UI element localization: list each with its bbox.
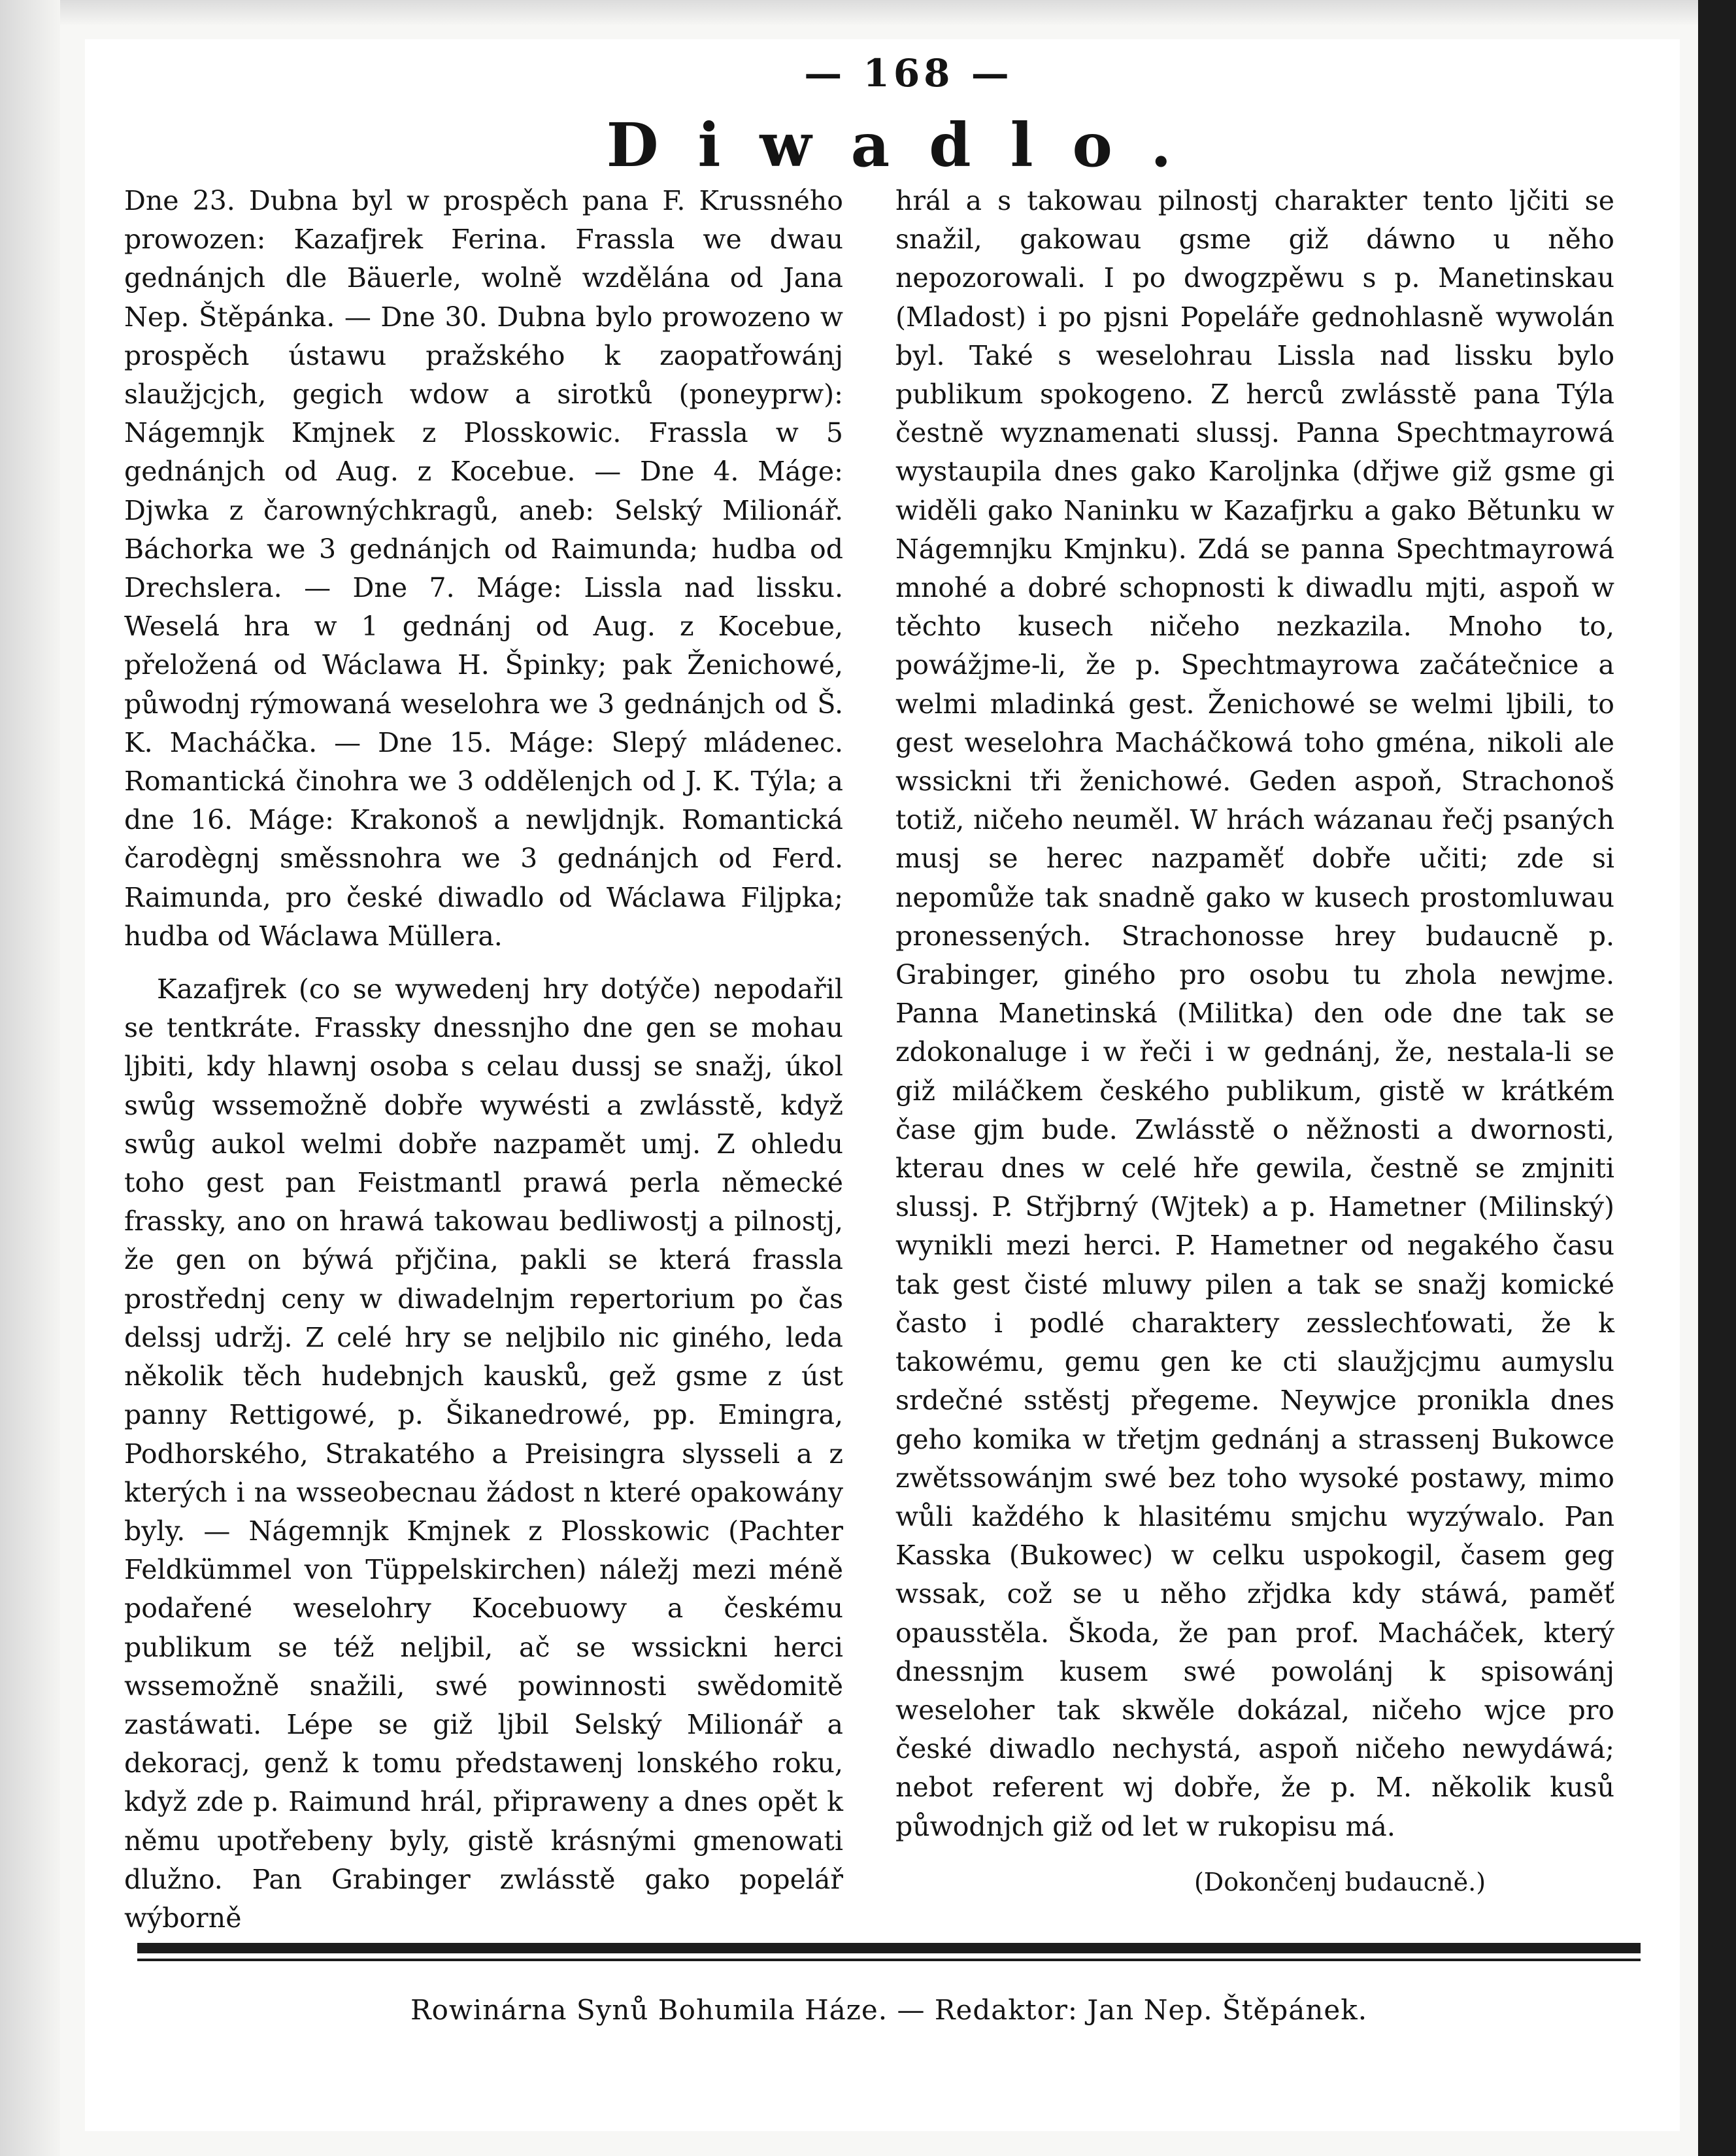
continuation-note: (Dokončenj budaucně.) bbox=[1194, 1867, 1486, 1896]
newspaper-page bbox=[85, 39, 1680, 2131]
right-paragraph-review: hrál a s takowau pilnostj charakter tento ljčiti se snažil, gakowau gsme giž dáwno u něho nepozorowali. I po dwogzpěwu s p. Manetinskau (Mladost) i po pjsni Popeláře gednohlasně wywolán byl. Také s weselohrau Lissla nad lissku bylo publikum spokogeno. Z herců zwlásstě pana Týla čestně wyznamenati slussj. Panna Spechtmayrowá wystaupila dnes gako Karoljnka (dřjwe giž gsme gi widěli gako Naninku w Kazafjrku a gako Bětunku w Nágemnjku Kmjnku). Zdá se panna Spechtmayrowá mnohé a dobré schopnosti k diwadlu mjti, aspoň w těchto kusech ničeho nezkazila. Mnoho to, powážjme-li, že p. Spechtmayrowa začátečnice a welmi mladinká gest. Ženichowé se welmi ljbili, to gest weselohra Macháčkowá toho gména, nikoli ale wssickni tři ženichowé. Geden aspoň, Strachonoš totiž, ničeho neuměl. W hrách wázanau řečj psaných musj se herec nazpaměť dobře učiti; zde si nepomůže tak snadně gako w kusech prostomluwau pronessených. Strachonosse hrey budaucně p. Grabinger, giného pro osobu tu zhola newjme. Panna Manetinská (Militka) den ode dne tak se zdokonaluge i w řeči i w gednánj, že, nestala-li se giž miláčkem českého publikum, gistě w krátkém čase gjm bude. Zwlásstě o něžnosti a dwornosti, kterau dnes w celé hře gewila, čestně se zmjniti slussj. P. Střjbrný (Wjtek) a p. Hametner (Milinský) wynikli mezi herci. P. Hametner od negakého času tak gest čisté mluwy pilen a tak se snažj komické často i podlé charaktery zesslechťowati, že k takowému, gemu gen ke cti slaužjcjmu aumyslu srdečné sstěstj přegeme. Neywjce pronikla dnes geho komika w třetjm gednánj a strassenj Bukowce zwětssowánjm swé bez toho wysoké postawy, mimo wůli každého k hlasitému smjchu wyzýwalo. Pan Kasska (Bukowec) w celku uspokogil, časem geg wssak, což se u něho zřjdka kdy stáwá, paměť opausstěla. Škoda, že pan prof. Macháček, který dnessnjm kusem swé powolánj k spisowánj weseloher tak skwěle dokázal, ničeho wjce pro české diwadlo nechystá, aspoň ničeho newydáwá; nebot referent wj dobře, že p. M. několik kusů půwodnjch giž od let w rukopisu má. bbox=[895, 185, 1614, 1842]
right-column bbox=[895, 182, 1614, 1902]
left-binding-shadow bbox=[0, 0, 60, 2156]
top-shadow bbox=[0, 0, 1736, 26]
printer-imprint: Rowinárna Synů Bohumila Háze. — Redaktor: Jan Nep. Štěpánek. bbox=[410, 1994, 1368, 2026]
left-column bbox=[124, 182, 843, 1952]
left-paragraph-review: Kazafjrek (co se wywedenj hry dotýče) nepodařil se tentkráte. Frassky dnessnjho dne gen se mohau ljbiti, kdy hlawnj osoba s celau dussj se snažj, úkol swůg wssemožně dobře wywésti a zwlásstě, když swůg aukol welmi dobře nazpamět umj. Z ohledu toho gest pan Feistmantl prawá perla německé frassky, ano on hrawá takowau bedliwostj a pilnostj, že gen on býwá přjčina, pakli se která frassla prostřednj ceny w diwadelnjm repertorium po čas delssj udržj. Z celé hry se neljbilo nic giného, leda několik těch hudebnjch kausků, gež gsme z úst panny Rettigowé, p. Šikanedrowé, pp. Emingra, Podhorského, Strakatého a Preisingra slysseli a z kterých i na wsseobecnau žádost n které opakowány byly. — Nágemnjk Kmjnek z Plosskowic (Pachter Feldkümmel von Tüppelskirchen) náležj mezi méně podařené weselohry Kocebuowy a českému publikum se též neljbil, ač se wssickni herci wssemožně snažili, swé powinnosti swědomitě zastáwati. Lépe se giž ljbil Selský Milionář a dekoracj, genž k tomu předstawenj lonského roku, když zde p. Raimund hrál, připraweny a dnes opět k němu upotřebeny byly, gistě krásnými gmenowati dlužno. Pan Grabinger zwlásstě gako popelář wýborně bbox=[124, 973, 843, 1934]
right-scan-edge bbox=[1698, 0, 1736, 2156]
page-number: — 168 — bbox=[804, 51, 1013, 95]
footer-rule-thick bbox=[137, 1943, 1641, 1953]
footer-rule-thin bbox=[137, 1959, 1641, 1961]
left-paragraph-performances: Dne 23. Dubna byl w prospěch pana F. Krussného prowozen: Kazafjrek Ferina. Frassla we dwau gednánjch dle Bäuerle, wolně wzdělána od Jana Nep. Štěpánka. — Dne 30. Dubna bylo prowozeno w prospěch ústawu pražského k zaopatřowánj slaužjcjch, gegich wdow a sirotků (poneyprw): Nágemnjk Kmjnek z Plosskowic. Frassla w 5 gednánjch od Aug. z Kocebue. — Dne 4. Máge: Djwka z čarownýchkragů, aneb: Selský Milionář. Báchorka we 3 gednánjch od Raimunda; hudba od Drechslera. — Dne 7. Máge: Lissla nad lissku. Weselá hra w 1 gednánj od Aug. z Kocebue, přeložená od Wáclawa H. Špinky; pak Ženichowé, půwodnj rýmowaná weselohra we 3 gednánjch od Š. K. Macháčka. — Dne 15. Máge: Slepý mládenec. Romantická činohra we 3 oddělenjch od J. K. Týla; a dne 16. Máge: Krakonoš a newljdnjk. Romantická čarodègnj směssnohra we 3 gednánjch od Ferd. Raimunda, pro české diwadlo od Wáclawa Filjpka; hudba od Wáclawa Müllera. bbox=[124, 185, 843, 952]
section-title: Diwadlo. bbox=[606, 110, 1211, 180]
